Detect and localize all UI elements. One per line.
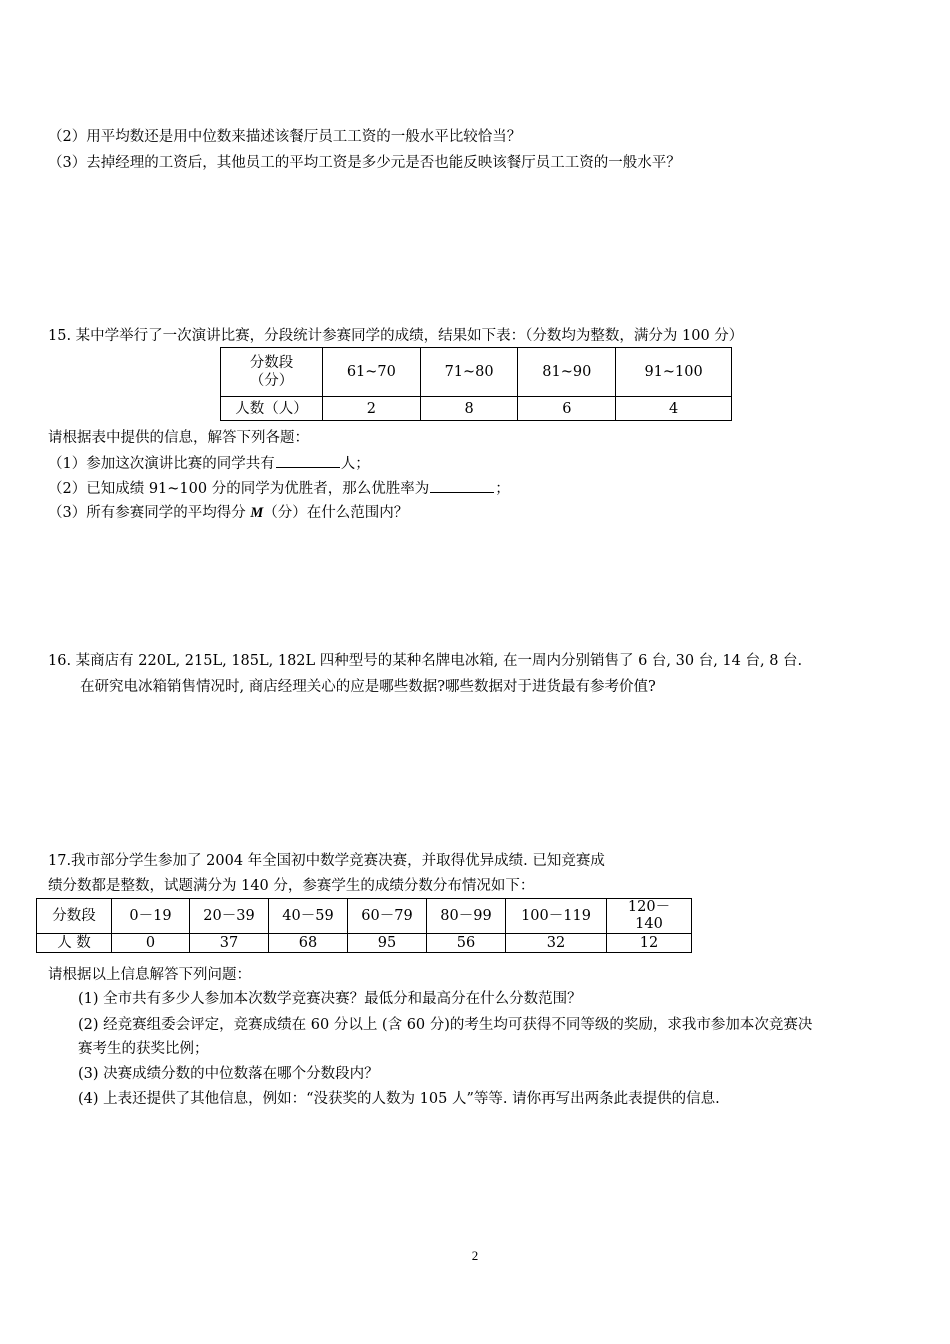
page-number: 2 xyxy=(471,1248,479,1263)
q15-count-cell: 2 xyxy=(323,397,421,421)
q17-sub2-line2: 赛考生的获奖比例； xyxy=(78,1041,209,1057)
q15-count-cell: 4 xyxy=(616,397,732,421)
q15-count-cell: 8 xyxy=(420,397,518,421)
q15-intro: 请根据表中提供的信息，解答下列各题： xyxy=(48,430,309,446)
q15-range-cell: 61~70 xyxy=(323,348,421,397)
q14-sub2: （2）用平均数还是用中位数来描述该餐厅员工工资的一般水平比较恰当？ xyxy=(48,129,522,145)
q17-range-cell: 60－79 xyxy=(348,899,427,934)
q17-range-cell: 80－99 xyxy=(427,899,506,934)
q15-count-cell: 6 xyxy=(518,397,616,421)
q17-score-table xyxy=(36,898,692,953)
q15-sub3 xyxy=(48,503,408,523)
q15-sub2 xyxy=(48,478,510,499)
q17-head-label: 分数段 xyxy=(37,899,112,934)
q17-sub2-line1: (2) 经竞赛组委会评定，竞赛成绩在 60 分以上 (含 60 分)的考生均可获得不同等级的奖励，求我市参加本次竞赛决 xyxy=(78,1017,813,1033)
q17-intro: 请根据以上信息解答下列问题： xyxy=(48,967,251,983)
answer-blank[interactable] xyxy=(430,478,494,493)
q15-sub3-text: （3）所有参赛同学的平均得分 xyxy=(48,505,251,521)
q15-head-label xyxy=(221,348,323,397)
q15-sub1 xyxy=(48,453,370,474)
q17-last-range-cell xyxy=(607,899,692,934)
q15-sub2-text: （2）已知成绩 91~100 分的同学为优胜者，那么优胜率为 xyxy=(48,481,430,497)
q17-count-cell: 95 xyxy=(348,934,427,953)
answer-blank[interactable] xyxy=(276,453,340,468)
q15-sub1-tail: 人； xyxy=(340,456,370,472)
q16-line2: 在研究电冰箱销售情况时, 商店经理关心的应是哪些数据?哪些数据对于进货最有参考价值? xyxy=(80,679,656,695)
q17-range-cell: 40－59 xyxy=(269,899,348,934)
q17-count-label: 人 数 xyxy=(37,934,112,953)
q14-sub3: （3）去掉经理的工资后，其他员工的平均工资是多少元是否也能反映该餐厅员工工资的一般水平？ xyxy=(48,155,681,171)
q15-range-cell: 91~100 xyxy=(616,348,732,397)
q17-sub3: (3) 决赛成绩分数的中位数落在哪个分数段内？ xyxy=(78,1066,379,1082)
q17-line1: 17.我市部分学生参加了 2004 年全国初中数学竞赛决赛，并取得优异成绩. 已知竞赛成 xyxy=(48,853,605,869)
q15-score-table xyxy=(220,347,732,421)
q17-count-cell: 56 xyxy=(427,934,506,953)
q15-range-cell: 71~80 xyxy=(420,348,518,397)
q17-last-range-line1: 120－ xyxy=(627,899,671,915)
q17-count-cell: 37 xyxy=(190,934,269,953)
q17-count-cell: 12 xyxy=(607,934,692,953)
q17-count-cell: 0 xyxy=(112,934,190,953)
q15-stem: 15. 某中学举行了一次演讲比赛，分段统计参赛同学的成绩，结果如下表：（分数均为整数，满分为 100 分） xyxy=(48,328,744,344)
q17-range-cell: 20－39 xyxy=(190,899,269,934)
q17-range-cell: 100－119 xyxy=(506,899,607,934)
q15-variable-m: M xyxy=(250,505,264,521)
q17-line2: 绩分数都是整数，试题满分为 140 分，参赛学生的成绩分数分布情况如下： xyxy=(48,878,535,894)
q17-count-cell: 68 xyxy=(269,934,348,953)
q17-range-cell: 0－19 xyxy=(112,899,190,934)
q15-range-cell: 81~90 xyxy=(518,348,616,397)
q17-sub4: (4) 上表还提供了其他信息，例如：“没获奖的人数为 105 人”等等. 请你再写出两条此表提供的信息. xyxy=(78,1091,720,1107)
q17-last-range-line2: 140 xyxy=(635,916,663,932)
q15-sub1-text: （1）参加这次演讲比赛的同学共有 xyxy=(48,456,275,472)
q15-count-label: 人数（人） xyxy=(221,397,323,421)
q17-count-cell: 32 xyxy=(506,934,607,953)
q15-sub3-tail: （分）在什么范围内？ xyxy=(263,505,409,521)
q15-head-label-line1: 分数段 xyxy=(249,355,294,371)
q15-sub2-tail: ； xyxy=(495,481,510,497)
q16-line1: 16. 某商店有 220L, 215L, 185L, 182L 四种型号的某种名牌电冰箱, 在一周内分别销售了 6 台, 30 台, 14 台, 8 台. xyxy=(48,653,803,669)
q17-sub1: (1) 全市共有多少人参加本次数学竞赛决赛？最低分和最高分在什么分数范围？ xyxy=(78,991,582,1007)
q15-head-label-line2: （分） xyxy=(249,373,294,389)
